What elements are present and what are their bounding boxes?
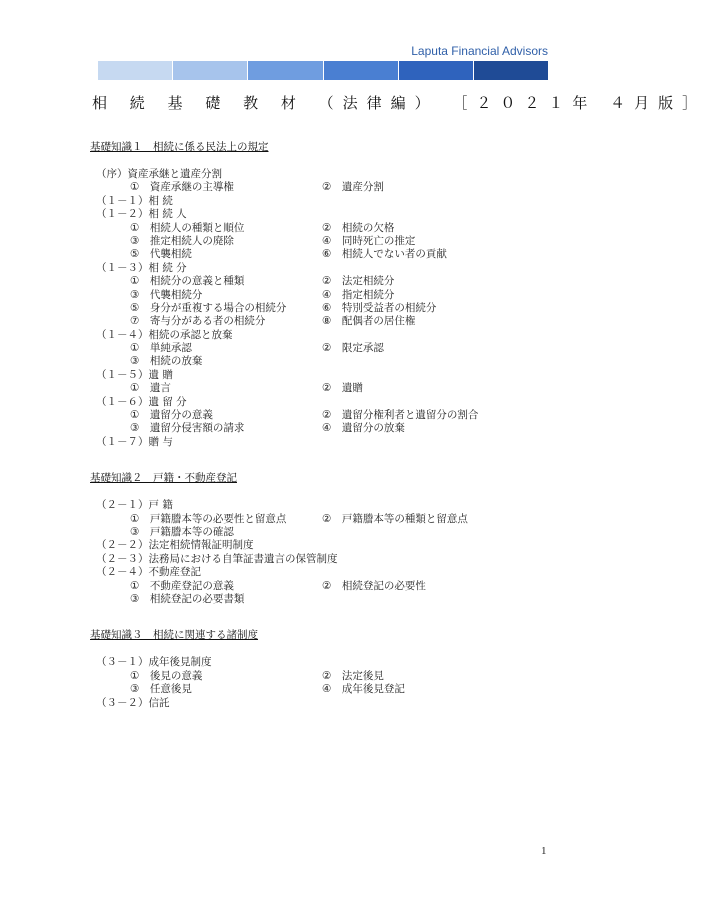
subsection-heading: （１－５）遺 贈 — [96, 368, 173, 381]
topic-row — [90, 670, 560, 683]
topic-row — [90, 409, 560, 422]
topic-row — [90, 289, 560, 302]
topic-row — [90, 526, 560, 539]
section — [90, 471, 560, 606]
topic-item: ④ 指定相続分 — [322, 288, 395, 301]
subsection-heading: （１－２）相 続 人 — [96, 208, 187, 221]
topic-item: ② 相続登記の必要性 — [322, 579, 426, 592]
topic-item: ① 相続分の意義と種類 — [130, 275, 245, 288]
topic-item: ① 遺留分の意義 — [130, 409, 213, 422]
bar-segment — [474, 61, 548, 80]
topic-row — [90, 382, 560, 395]
topic-item: ⑤ 身分が重複する場合の相続分 — [130, 301, 287, 314]
document-title: 相 続 基 礎 教 材 （法律編） ［２０２１年 ４月版］ — [92, 94, 706, 112]
topic-row — [90, 235, 560, 248]
topic-item: ① 遺言 — [130, 382, 171, 395]
topic-row — [90, 355, 560, 368]
topic-item: ③ 代襲相続分 — [130, 288, 203, 301]
subsection-heading: （２－１）戸 籍 — [96, 499, 173, 512]
subsection-heading: （１－３）相 続 分 — [96, 261, 187, 274]
header-color-bar — [98, 61, 548, 80]
topic-row — [90, 248, 560, 261]
bar-segment — [248, 61, 322, 80]
topic-item: ① 単純承認 — [130, 342, 192, 355]
topic-row — [90, 422, 560, 435]
topic-item: ③ 相続登記の必要書類 — [130, 592, 245, 605]
topic-row — [90, 275, 560, 288]
topic-item: ① 相続人の種類と順位 — [130, 221, 245, 234]
topic-item: ① 戸籍謄本等の必要性と留意点 — [130, 512, 287, 525]
topic-item: ② 法定相続分 — [322, 275, 395, 288]
topic-item: ③ 推定相続人の廃除 — [130, 234, 234, 247]
subsection-heading: （１－６）遺 留 分 — [96, 395, 187, 408]
topic-item: ③ 戸籍謄本等の確認 — [130, 525, 234, 538]
subsection-heading: （１－７）贈 与 — [96, 435, 173, 448]
subsection-heading: （２－４）不動産登記 — [96, 566, 201, 579]
topic-item: ② 戸籍謄本等の種類と留意点 — [322, 512, 468, 525]
topic-item: ① 後見の意義 — [130, 669, 203, 682]
bar-segment — [173, 61, 247, 80]
table-of-contents — [90, 140, 560, 732]
topic-item: ⑥ 相続人でない者の貢献 — [322, 248, 447, 261]
topic-row — [90, 181, 560, 194]
subsection-heading: （１－１）相 続 — [96, 194, 173, 207]
company-brand: Laputa Financial Advisors — [411, 44, 548, 58]
topic-item: ⑥ 特別受益者の相続分 — [322, 301, 437, 314]
topic-row — [90, 302, 560, 315]
subsection-heading: （１－４）相続の承認と放棄 — [96, 328, 233, 341]
topic-item: ④ 成年後見登記 — [322, 683, 405, 696]
topic-item: ⑧ 配偶者の居住権 — [322, 315, 416, 328]
subsection-heading: （２－２）法定相続情報証明制度 — [96, 539, 254, 552]
page-number: 1 — [541, 845, 547, 857]
topic-item: ⑤ 代襲相続 — [130, 248, 192, 261]
subsection-heading: （２－３）法務局における自筆証書遺言の保管制度 — [96, 552, 338, 565]
topic-item: ① 資産承継の主導権 — [130, 181, 234, 194]
bar-segment — [399, 61, 473, 80]
section-heading: 基礎知識２ 戸籍・不動産登記 — [90, 472, 237, 485]
topic-row — [90, 513, 560, 526]
topic-item: ④ 同時死亡の推定 — [322, 234, 416, 247]
topic-row — [90, 342, 560, 355]
section-heading: 基礎知識１ 相続に係る民法上の規定 — [90, 141, 269, 153]
topic-item: ② 法定後見 — [322, 669, 384, 682]
subsection-heading: （序）資産承継と遺産分割 — [96, 168, 222, 180]
topic-item: ③ 任意後見 — [130, 683, 192, 696]
topic-item: ② 限定承認 — [322, 342, 384, 355]
subsection-heading: （３－２）信託 — [96, 696, 170, 709]
topic-item: ① 不動産登記の意義 — [130, 579, 234, 592]
topic-item: ② 遺留分権利者と遺留分の割合 — [322, 409, 479, 422]
topic-row — [90, 222, 560, 235]
topic-item: ⑦ 寄与分がある者の相続分 — [130, 315, 266, 328]
topic-item: ③ 相続の放棄 — [130, 355, 203, 368]
bar-segment — [324, 61, 398, 80]
topic-item: ② 遺産分割 — [322, 181, 384, 194]
section — [90, 628, 560, 710]
section-heading: 基礎知識３ 相続に関連する諸制度 — [90, 629, 258, 642]
topic-item: ④ 遺留分の放棄 — [322, 422, 405, 435]
subsection-heading: （３－１）成年後見制度 — [96, 656, 212, 669]
section — [90, 140, 560, 449]
topic-row — [90, 593, 560, 606]
topic-item: ② 遺贈 — [322, 382, 363, 395]
topic-row — [90, 683, 560, 696]
topic-row — [90, 580, 560, 593]
topic-item: ③ 遺留分侵害額の請求 — [130, 422, 245, 435]
topic-row — [90, 315, 560, 328]
topic-item: ② 相続の欠格 — [322, 221, 395, 234]
bar-segment — [98, 61, 172, 80]
